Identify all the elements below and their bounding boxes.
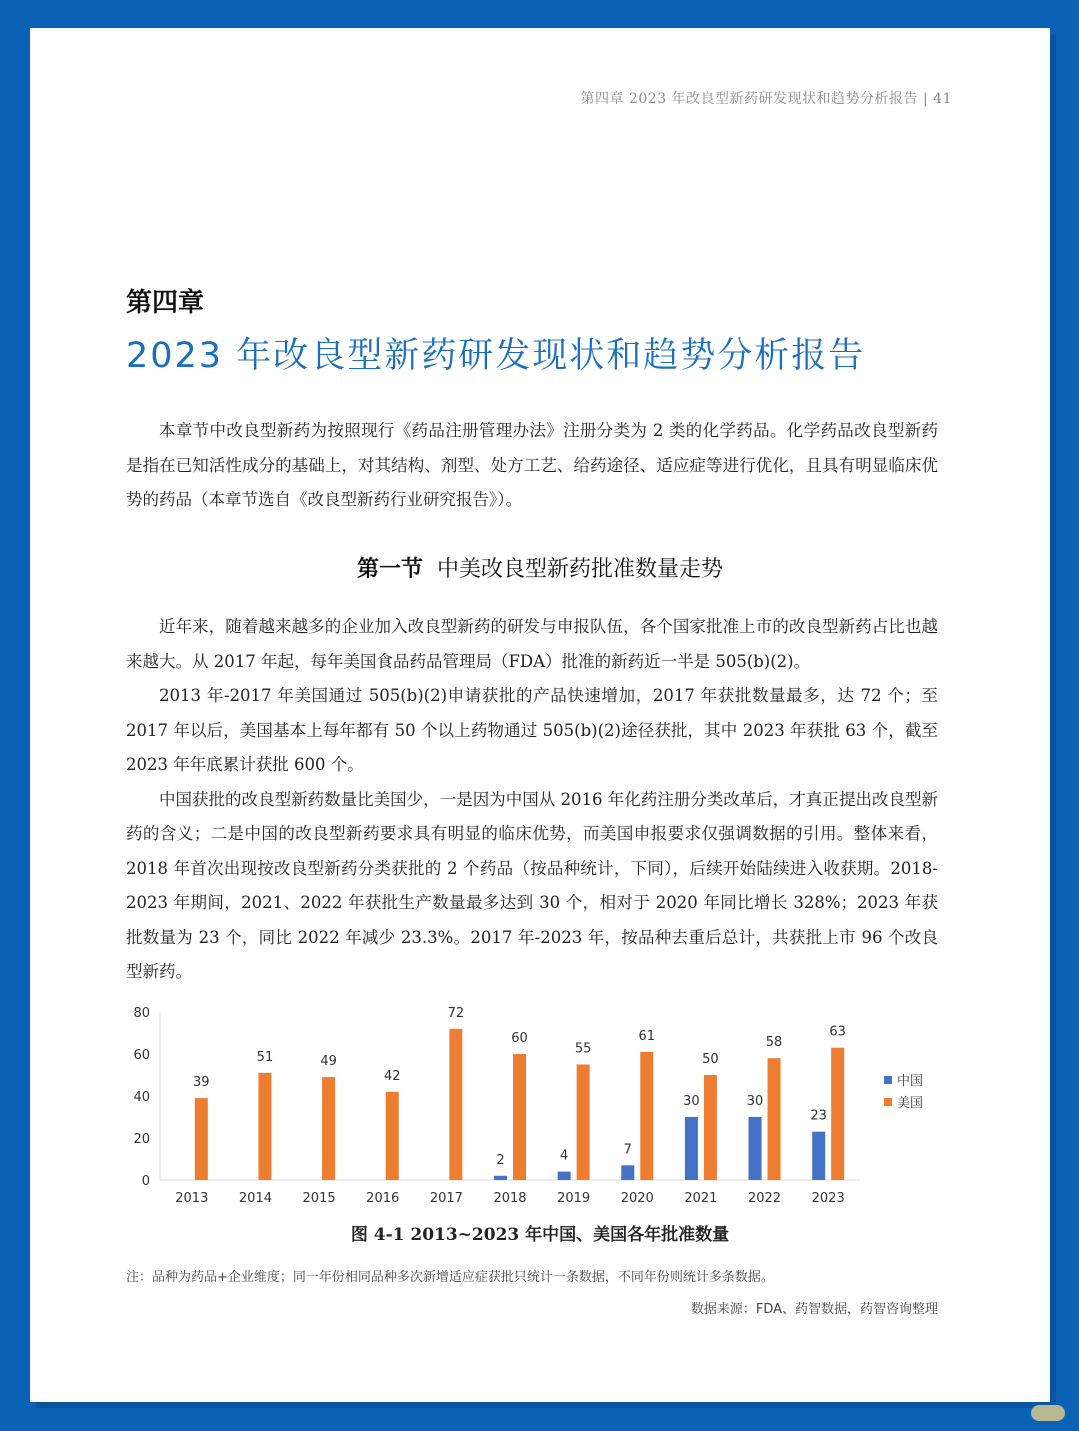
x-tick-label: 2013 bbox=[175, 1191, 209, 1206]
bar-usa bbox=[831, 1048, 844, 1180]
bar-usa bbox=[386, 1092, 399, 1180]
x-tick-label: 2022 bbox=[747, 1191, 782, 1206]
intro-paragraph: 本章节中改良型新药为按照现行《药品注册管理办法》注册分类为 2 类的化学药品。化学药品改良型新药是指在已知活性成分的基础上，对其结构、剂型、处方工艺、给药途径、适应症等进行优化，且具有明显临床优势的药品（本章节选自《改良型新药行业研究报告》）。 bbox=[126, 421, 938, 509]
data-label: 63 bbox=[829, 1024, 846, 1040]
legend-swatch bbox=[884, 1098, 892, 1106]
data-label: 30 bbox=[746, 1094, 764, 1109]
watermark-badge bbox=[1031, 1405, 1065, 1421]
bar-usa bbox=[513, 1054, 526, 1180]
data-label: 60 bbox=[511, 1031, 528, 1046]
data-label: 30 bbox=[683, 1094, 700, 1109]
data-label: 61 bbox=[638, 1028, 656, 1044]
x-tick-label: 2017 bbox=[429, 1191, 463, 1206]
data-label: 72 bbox=[447, 1005, 465, 1021]
bar-china bbox=[494, 1176, 507, 1180]
section-heading bbox=[30, 552, 1050, 583]
running-header: 第四章 2023 年改良型新药研发现状和趋势分析报告 | 41 bbox=[580, 91, 952, 107]
x-tick-label: 2016 bbox=[366, 1191, 400, 1206]
bar-china bbox=[749, 1117, 762, 1180]
y-tick-label: 20 bbox=[133, 1132, 150, 1147]
bar-usa bbox=[704, 1075, 717, 1180]
legend-label: 美国 bbox=[897, 1096, 924, 1111]
bar-usa bbox=[195, 1098, 208, 1180]
bar-usa bbox=[640, 1052, 653, 1180]
bar-usa bbox=[768, 1058, 781, 1180]
data-label: 39 bbox=[193, 1075, 210, 1091]
data-label: 50 bbox=[702, 1052, 719, 1067]
x-tick-label: 2019 bbox=[557, 1191, 591, 1206]
y-tick-label: 60 bbox=[133, 1048, 150, 1063]
data-label: 55 bbox=[574, 1041, 592, 1057]
bar-usa bbox=[449, 1029, 462, 1180]
data-label: 23 bbox=[810, 1108, 827, 1124]
y-tick-label: 80 bbox=[133, 1006, 150, 1021]
document-page bbox=[30, 28, 1050, 1402]
bar-usa bbox=[577, 1065, 590, 1181]
y-tick-label: 40 bbox=[133, 1090, 150, 1105]
bar-china bbox=[558, 1172, 571, 1180]
x-tick-label: 2020 bbox=[620, 1191, 654, 1206]
data-label: 51 bbox=[256, 1049, 274, 1065]
bar-usa bbox=[258, 1073, 271, 1180]
bar-china bbox=[621, 1165, 634, 1180]
bar-chart-svg bbox=[120, 1000, 960, 1210]
data-label: 58 bbox=[765, 1035, 783, 1051]
chapter-title: 2023 年改良型新药研发现状和趋势分析报告 bbox=[126, 336, 866, 376]
data-label: 7 bbox=[623, 1142, 632, 1158]
x-tick-label: 2014 bbox=[238, 1191, 273, 1206]
figure-caption: 图 4-1 2013~2023 年中国、美国各年批准数量 bbox=[350, 1225, 730, 1245]
data-label: 42 bbox=[383, 1068, 401, 1084]
legend-swatch bbox=[884, 1076, 892, 1084]
bar-chart bbox=[120, 1000, 960, 1210]
body-text bbox=[126, 610, 938, 990]
data-source: 数据来源：FDA、药智数据，药智咨询整理 bbox=[690, 1302, 938, 1317]
bar-china bbox=[812, 1132, 825, 1180]
bar-usa bbox=[322, 1077, 335, 1180]
section-title: 中美改良型新药批准数量走势 bbox=[437, 557, 724, 582]
data-label: 2 bbox=[496, 1152, 505, 1168]
legend-label: 中国 bbox=[897, 1074, 924, 1089]
data-label: 49 bbox=[320, 1054, 337, 1070]
y-tick-label: 0 bbox=[141, 1174, 150, 1189]
body-paragraph: 2013 年-2017 年美国通过 505(b)(2)申请获批的产品快速增加，2017 年获批数量最多，达 72 个；至 2017 年以后，美国基本上每年都有 50 个以上药物通过 505(b)(2)途径获批，其中 2023 年获批 63 个，截至 2023 年年底累计获批 600 个。 bbox=[126, 686, 938, 774]
x-tick-label: 2015 bbox=[302, 1191, 336, 1206]
body-paragraph: 近年来，随着越来越多的企业加入改良型新药的研发与申报队伍，各个国家批准上市的改良型新药占比也越来越大。从 2017 年起，每年美国食品药品管理局（FDA）批准的新药近一半是 505(b)(2)。 bbox=[126, 617, 938, 671]
figure-note: 注：品种为药品+企业维度；同一年份相同品种多次新增适应症获批只统计一条数据，不同年份则统计多条数据。 bbox=[126, 1270, 774, 1285]
section-number: 第一节 bbox=[356, 557, 423, 582]
x-tick-label: 2018 bbox=[493, 1191, 527, 1206]
x-tick-label: 2021 bbox=[684, 1191, 718, 1206]
data-label: 4 bbox=[559, 1148, 569, 1164]
body-paragraph: 中国获批的改良型新药数量比美国少，一是因为中国从 2016 年化药注册分类改革后，才真正提出改良型新药的含义；二是中国的改良型新药要求具有明显的临床优势，而美国申报要求仅强调数据的引用。整体来看，2018 年首次出现按改良型新药分类获批的 2 个药品（按品种统计，下同），后续开始陆续进入收获期。2018-2023 年期间，2021、2022 年获批生产数量最多达到 30 个，相对于 2020 年同比增长 328%；2023 年获批数量为 23 个，同比 2022 年减少 23.3%。2017 年-2023 年，按品种去重后总计，共获批上市 96 个改良型新药。 bbox=[126, 789, 938, 981]
bar-china bbox=[685, 1117, 698, 1180]
chapter-label: 第四章 bbox=[126, 288, 205, 318]
x-tick-label: 2023 bbox=[811, 1191, 845, 1206]
